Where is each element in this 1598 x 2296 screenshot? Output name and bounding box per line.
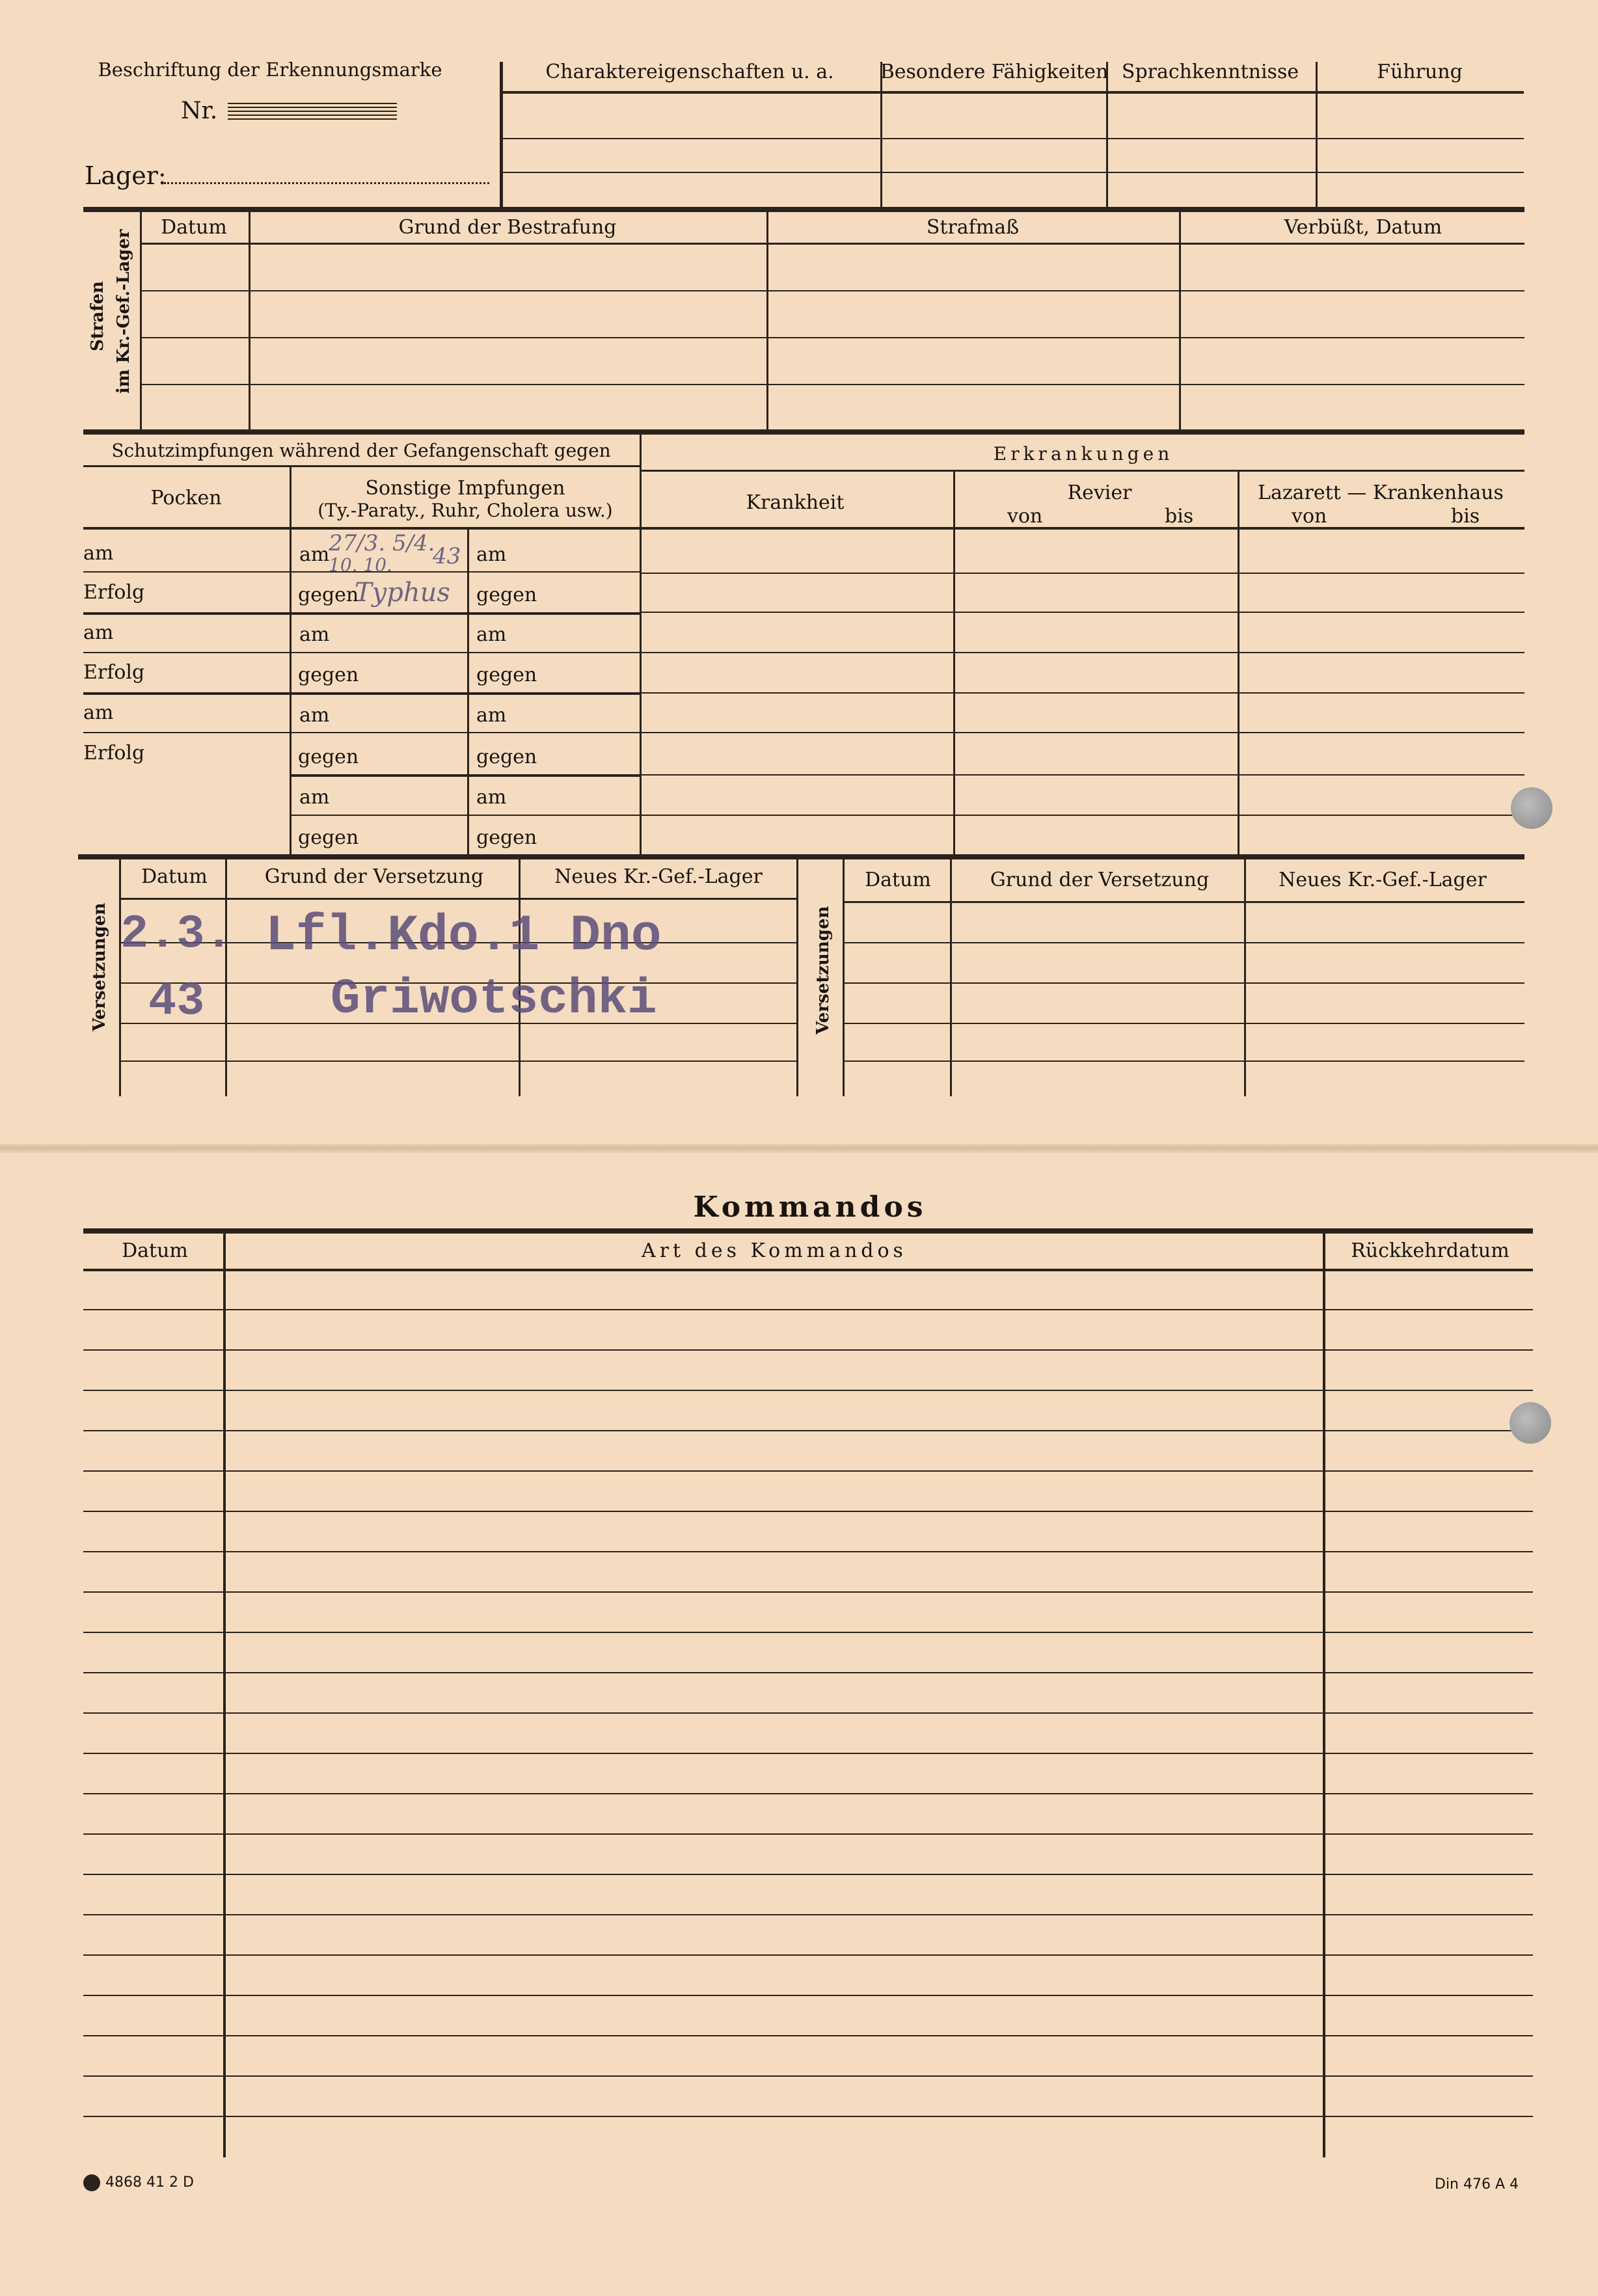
revier-von: von [1007, 505, 1043, 528]
kommandos-rule [83, 1511, 1533, 1512]
lazarett-von: von [1292, 505, 1327, 528]
nr-lines [228, 103, 397, 122]
revier-bis: bis [1165, 505, 1194, 528]
strafen-side-label-1: Strafen [88, 281, 107, 351]
strafen-col-verbuesst: Verbüßt, Datum [1284, 216, 1442, 239]
col-sprache: Sprachkenntnisse [1121, 61, 1299, 83]
kommandos-rule [83, 2075, 1533, 2077]
hw-impf-dates-2: 10. 10. [329, 554, 392, 576]
kommandos-rule [83, 1712, 1533, 1714]
vers-col-lager-right: Neues Kr.-Gef.-Lager [1279, 869, 1487, 891]
hw-impf-year: 43 [433, 543, 461, 569]
sonstige-am-1a: am [299, 543, 330, 566]
sonstige-am-4a: am [299, 786, 330, 809]
pocken-erfolg-3: Erfolg [83, 742, 145, 764]
stamp-line-1: Lfl.Kdo.1 Dno [265, 908, 662, 965]
lager-label: Lager: [85, 161, 167, 190]
sonstige-gegen-1b: gegen [476, 584, 537, 606]
pocken-am-2: am [83, 621, 114, 644]
erkennungsmarke-label: Beschriftung der Erkennungsmarke [98, 59, 442, 81]
kommandos-rule [83, 1390, 1533, 1391]
sonstige-gegen-2a: gegen [298, 664, 359, 686]
impfungen-col-pocken: Pocken [150, 487, 222, 509]
sonstige-am-2b: am [476, 623, 507, 646]
vers-col-datum-left: Datum [141, 865, 208, 888]
erkrankungen-col-revier: Revier [1067, 481, 1132, 504]
kommandos-rule [83, 1874, 1533, 1875]
col-charakter: Charaktereigenschaften u. a. [545, 61, 834, 83]
pocken-am-3: am [83, 701, 114, 724]
kommandos-col-datum: Datum [122, 1239, 188, 1262]
kommandos-rule [83, 1349, 1533, 1351]
erkrankungen-col-krankheit: Krankheit [746, 491, 845, 514]
erkrankungen-col-lazarett: Lazarett — Krankenhaus [1258, 481, 1504, 504]
impfungen-col-sonstige-1: Sonstige Impfungen [365, 477, 565, 500]
nr-label: Nr. [181, 98, 218, 124]
hw-impf-dates: 27/3. 5/4. [329, 530, 435, 556]
vers-col-datum-right: Datum [865, 869, 931, 891]
lager-dotted-line [164, 182, 489, 184]
kommandos-rule [83, 1632, 1533, 1633]
kommandos-rule [83, 2035, 1533, 2036]
col-faehigkeiten: Besondere Fähigkeiten [880, 61, 1109, 83]
kommandos-rule [83, 1833, 1533, 1835]
kommandos-rule [83, 1430, 1533, 1431]
kommandos-rule [83, 1672, 1533, 1673]
vers-col-lager-left: Neues Kr.-Gef.-Lager [554, 865, 763, 888]
stamp-line-2: Griwotschki [331, 971, 657, 1027]
kommandos-rule [83, 1954, 1533, 1956]
kommandos-rule [83, 1995, 1533, 1996]
sonstige-gegen-2b: gegen [476, 664, 537, 686]
col-fuehrung: Führung [1377, 61, 1463, 83]
strafen-col-grund: Grund der Bestrafung [398, 216, 617, 239]
pocken-erfolg-1: Erfolg [83, 581, 145, 604]
kommandos-rule [83, 1914, 1533, 1915]
sonstige-gegen-4a: gegen [298, 826, 359, 849]
sonstige-gegen-3a: gegen [298, 746, 359, 768]
kommandos-rule [83, 2116, 1533, 2117]
sonstige-am-3b: am [476, 704, 507, 727]
kommandos-rule [83, 1470, 1533, 1472]
sonstige-am-4b: am [476, 786, 507, 809]
versetzungen-side-right: Versetzungen [813, 906, 833, 1034]
kommandos-rule [83, 1793, 1533, 1794]
lazarett-bis: bis [1451, 505, 1480, 528]
sonstige-gegen-4b: gegen [476, 826, 537, 849]
sonstige-am-3a: am [299, 704, 330, 727]
strafen-col-strafmass: Strafmaß [926, 216, 1020, 239]
hw-typhus: Typhus [355, 578, 450, 608]
kommandos-rule [83, 1753, 1533, 1754]
din-label: Din 476 A 4 [1435, 2176, 1519, 2193]
form-number: 4868 41 2 D [105, 2174, 194, 2191]
sonstige-am-1b: am [476, 543, 507, 566]
sonstige-gegen-1a: gegen [298, 584, 359, 606]
kommandos-title: Kommandos [693, 1191, 927, 1224]
sonstige-gegen-3b: gegen [476, 746, 537, 768]
stamp-date-1: 2.3. [120, 908, 233, 961]
kommandos-rule [83, 1591, 1533, 1593]
strafen-side-label-2: im Kr.-Gef.-Lager [114, 229, 133, 394]
vers-col-grund-right: Grund der Versetzung [990, 869, 1210, 891]
kommandos-col-rueckkehr: Rückkehrdatum [1351, 1239, 1510, 1262]
impfungen-col-sonstige-2: (Ty.-Paraty., Ruhr, Cholera usw.) [318, 500, 613, 521]
versetzungen-side-left: Versetzungen [90, 902, 109, 1031]
printer-logo-icon [83, 2174, 100, 2191]
impfungen-title: Schutzimpfungen während der Gefangenschaft gegen [111, 440, 611, 461]
strafen-col-datum: Datum [161, 216, 227, 239]
pocken-am-1: am [83, 542, 114, 565]
fold-line [0, 1144, 1598, 1153]
punch-hole-top [1511, 787, 1552, 829]
stamp-date-2: 43 [148, 975, 205, 1028]
sonstige-am-2a: am [299, 623, 330, 646]
kommandos-rule [83, 1551, 1533, 1552]
erkrankungen-title: Erkrankungen [993, 443, 1174, 465]
punch-hole-bottom [1510, 1402, 1551, 1444]
kommandos-rule [83, 1309, 1533, 1310]
pocken-erfolg-2: Erfolg [83, 661, 145, 684]
kommandos-col-art: Art des Kommandos [642, 1239, 907, 1262]
vers-col-grund-left: Grund der Versetzung [264, 865, 484, 888]
